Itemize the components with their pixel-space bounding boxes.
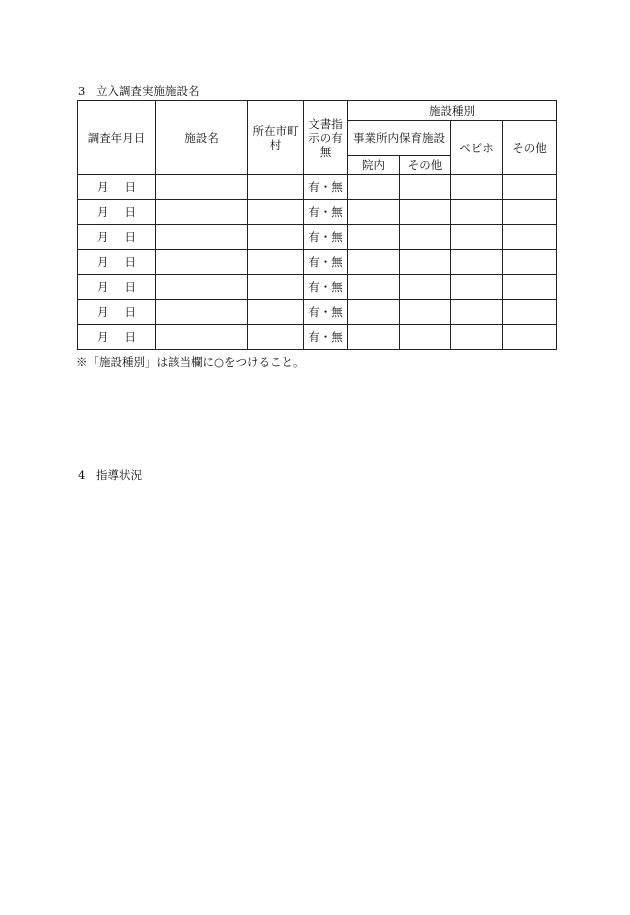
municipality-cell[interactable] <box>248 275 304 300</box>
municipality-cell[interactable] <box>248 325 304 350</box>
header-other: その他 <box>503 121 557 175</box>
instruction-cell[interactable]: 有・無 <box>304 250 348 275</box>
in-hospital-cell[interactable] <box>348 300 400 325</box>
other-sub-cell[interactable] <box>400 250 451 275</box>
other-sub-cell[interactable] <box>400 225 451 250</box>
instruction-cell[interactable]: 有・無 <box>304 300 348 325</box>
day-label: 日 <box>124 255 136 269</box>
babysitter-cell[interactable] <box>451 225 503 250</box>
header-facility-name: 施設名 <box>156 101 248 175</box>
date-cell[interactable] <box>78 300 156 325</box>
section-4-number: 4 <box>78 468 86 482</box>
other-cell[interactable] <box>503 175 557 200</box>
other-sub-cell[interactable] <box>400 300 451 325</box>
facility-name-cell[interactable] <box>156 250 248 275</box>
section-3-number: 3 <box>78 84 86 98</box>
babysitter-cell[interactable] <box>451 200 503 225</box>
day-label: 日 <box>124 180 136 194</box>
section-4-title: 指導状況 <box>96 468 142 482</box>
header-other-sub: その他 <box>400 156 451 175</box>
date-cell[interactable] <box>78 275 156 300</box>
month-label: 月 <box>97 180 109 194</box>
table-body <box>78 175 557 350</box>
header-written-instruction <box>304 101 348 175</box>
table-row <box>78 250 557 275</box>
section-4-heading <box>78 468 142 482</box>
header-survey-date: 調査年月日 <box>78 101 156 175</box>
header-written-instruction-label: 文書指示の有無 <box>308 116 343 159</box>
table-row <box>78 200 557 225</box>
babysitter-cell[interactable] <box>451 275 503 300</box>
in-hospital-cell[interactable] <box>348 225 400 250</box>
other-cell[interactable] <box>503 325 557 350</box>
other-cell[interactable] <box>503 275 557 300</box>
other-sub-cell[interactable] <box>400 325 451 350</box>
date-cell[interactable] <box>78 250 156 275</box>
month-label: 月 <box>97 330 109 344</box>
babysitter-cell[interactable] <box>451 300 503 325</box>
babysitter-cell[interactable] <box>451 175 503 200</box>
table-row <box>78 300 557 325</box>
instruction-cell[interactable]: 有・無 <box>304 275 348 300</box>
facility-name-cell[interactable] <box>156 275 248 300</box>
municipality-cell[interactable] <box>248 300 304 325</box>
section-3-title: 立入調査実施施設名 <box>96 84 200 98</box>
instruction-cell[interactable]: 有・無 <box>304 325 348 350</box>
instruction-cell[interactable]: 有・無 <box>304 225 348 250</box>
babysitter-cell[interactable] <box>451 250 503 275</box>
month-label: 月 <box>97 255 109 269</box>
other-sub-cell[interactable] <box>400 200 451 225</box>
municipality-cell[interactable] <box>248 200 304 225</box>
facility-name-cell[interactable] <box>156 175 248 200</box>
municipality-cell[interactable] <box>248 250 304 275</box>
other-cell[interactable] <box>503 250 557 275</box>
other-cell[interactable] <box>503 225 557 250</box>
table-row <box>78 275 557 300</box>
facility-type-note: ※「施設種別」は該当欄に○をつけること。 <box>76 355 305 369</box>
month-label: 月 <box>97 230 109 244</box>
day-label: 日 <box>124 280 136 294</box>
other-cell[interactable] <box>503 200 557 225</box>
month-label: 月 <box>97 280 109 294</box>
other-sub-cell[interactable] <box>400 175 451 200</box>
table-row <box>78 325 557 350</box>
date-cell[interactable] <box>78 325 156 350</box>
month-label: 月 <box>97 305 109 319</box>
in-hospital-cell[interactable] <box>348 175 400 200</box>
header-municipality <box>248 101 304 175</box>
in-hospital-cell[interactable] <box>348 325 400 350</box>
date-cell[interactable] <box>78 225 156 250</box>
header-municipality-label: 所在市町村 <box>252 123 299 152</box>
inspection-facility-table <box>77 100 557 350</box>
table-row <box>78 225 557 250</box>
municipality-cell[interactable] <box>248 175 304 200</box>
header-babysitter: ベビホ <box>451 121 503 175</box>
facility-name-cell[interactable] <box>156 300 248 325</box>
facility-name-cell[interactable] <box>156 325 248 350</box>
instruction-cell[interactable]: 有・無 <box>304 200 348 225</box>
in-hospital-cell[interactable] <box>348 200 400 225</box>
date-cell[interactable] <box>78 175 156 200</box>
municipality-cell[interactable] <box>248 225 304 250</box>
header-workplace-nursery: 事業所内保育施設 <box>348 121 451 156</box>
header-facility-type: 施設種別 <box>348 101 557 121</box>
day-label: 日 <box>124 205 136 219</box>
month-label: 月 <box>97 205 109 219</box>
facility-name-cell[interactable] <box>156 225 248 250</box>
in-hospital-cell[interactable] <box>348 250 400 275</box>
facility-name-cell[interactable] <box>156 200 248 225</box>
other-cell[interactable] <box>503 300 557 325</box>
babysitter-cell[interactable] <box>451 325 503 350</box>
table-row <box>78 175 557 200</box>
instruction-cell[interactable]: 有・無 <box>304 175 348 200</box>
section-3-heading <box>78 84 200 98</box>
in-hospital-cell[interactable] <box>348 275 400 300</box>
day-label: 日 <box>124 305 136 319</box>
other-sub-cell[interactable] <box>400 275 451 300</box>
day-label: 日 <box>124 330 136 344</box>
day-label: 日 <box>124 230 136 244</box>
header-in-hospital: 院内 <box>348 156 400 175</box>
date-cell[interactable] <box>78 200 156 225</box>
